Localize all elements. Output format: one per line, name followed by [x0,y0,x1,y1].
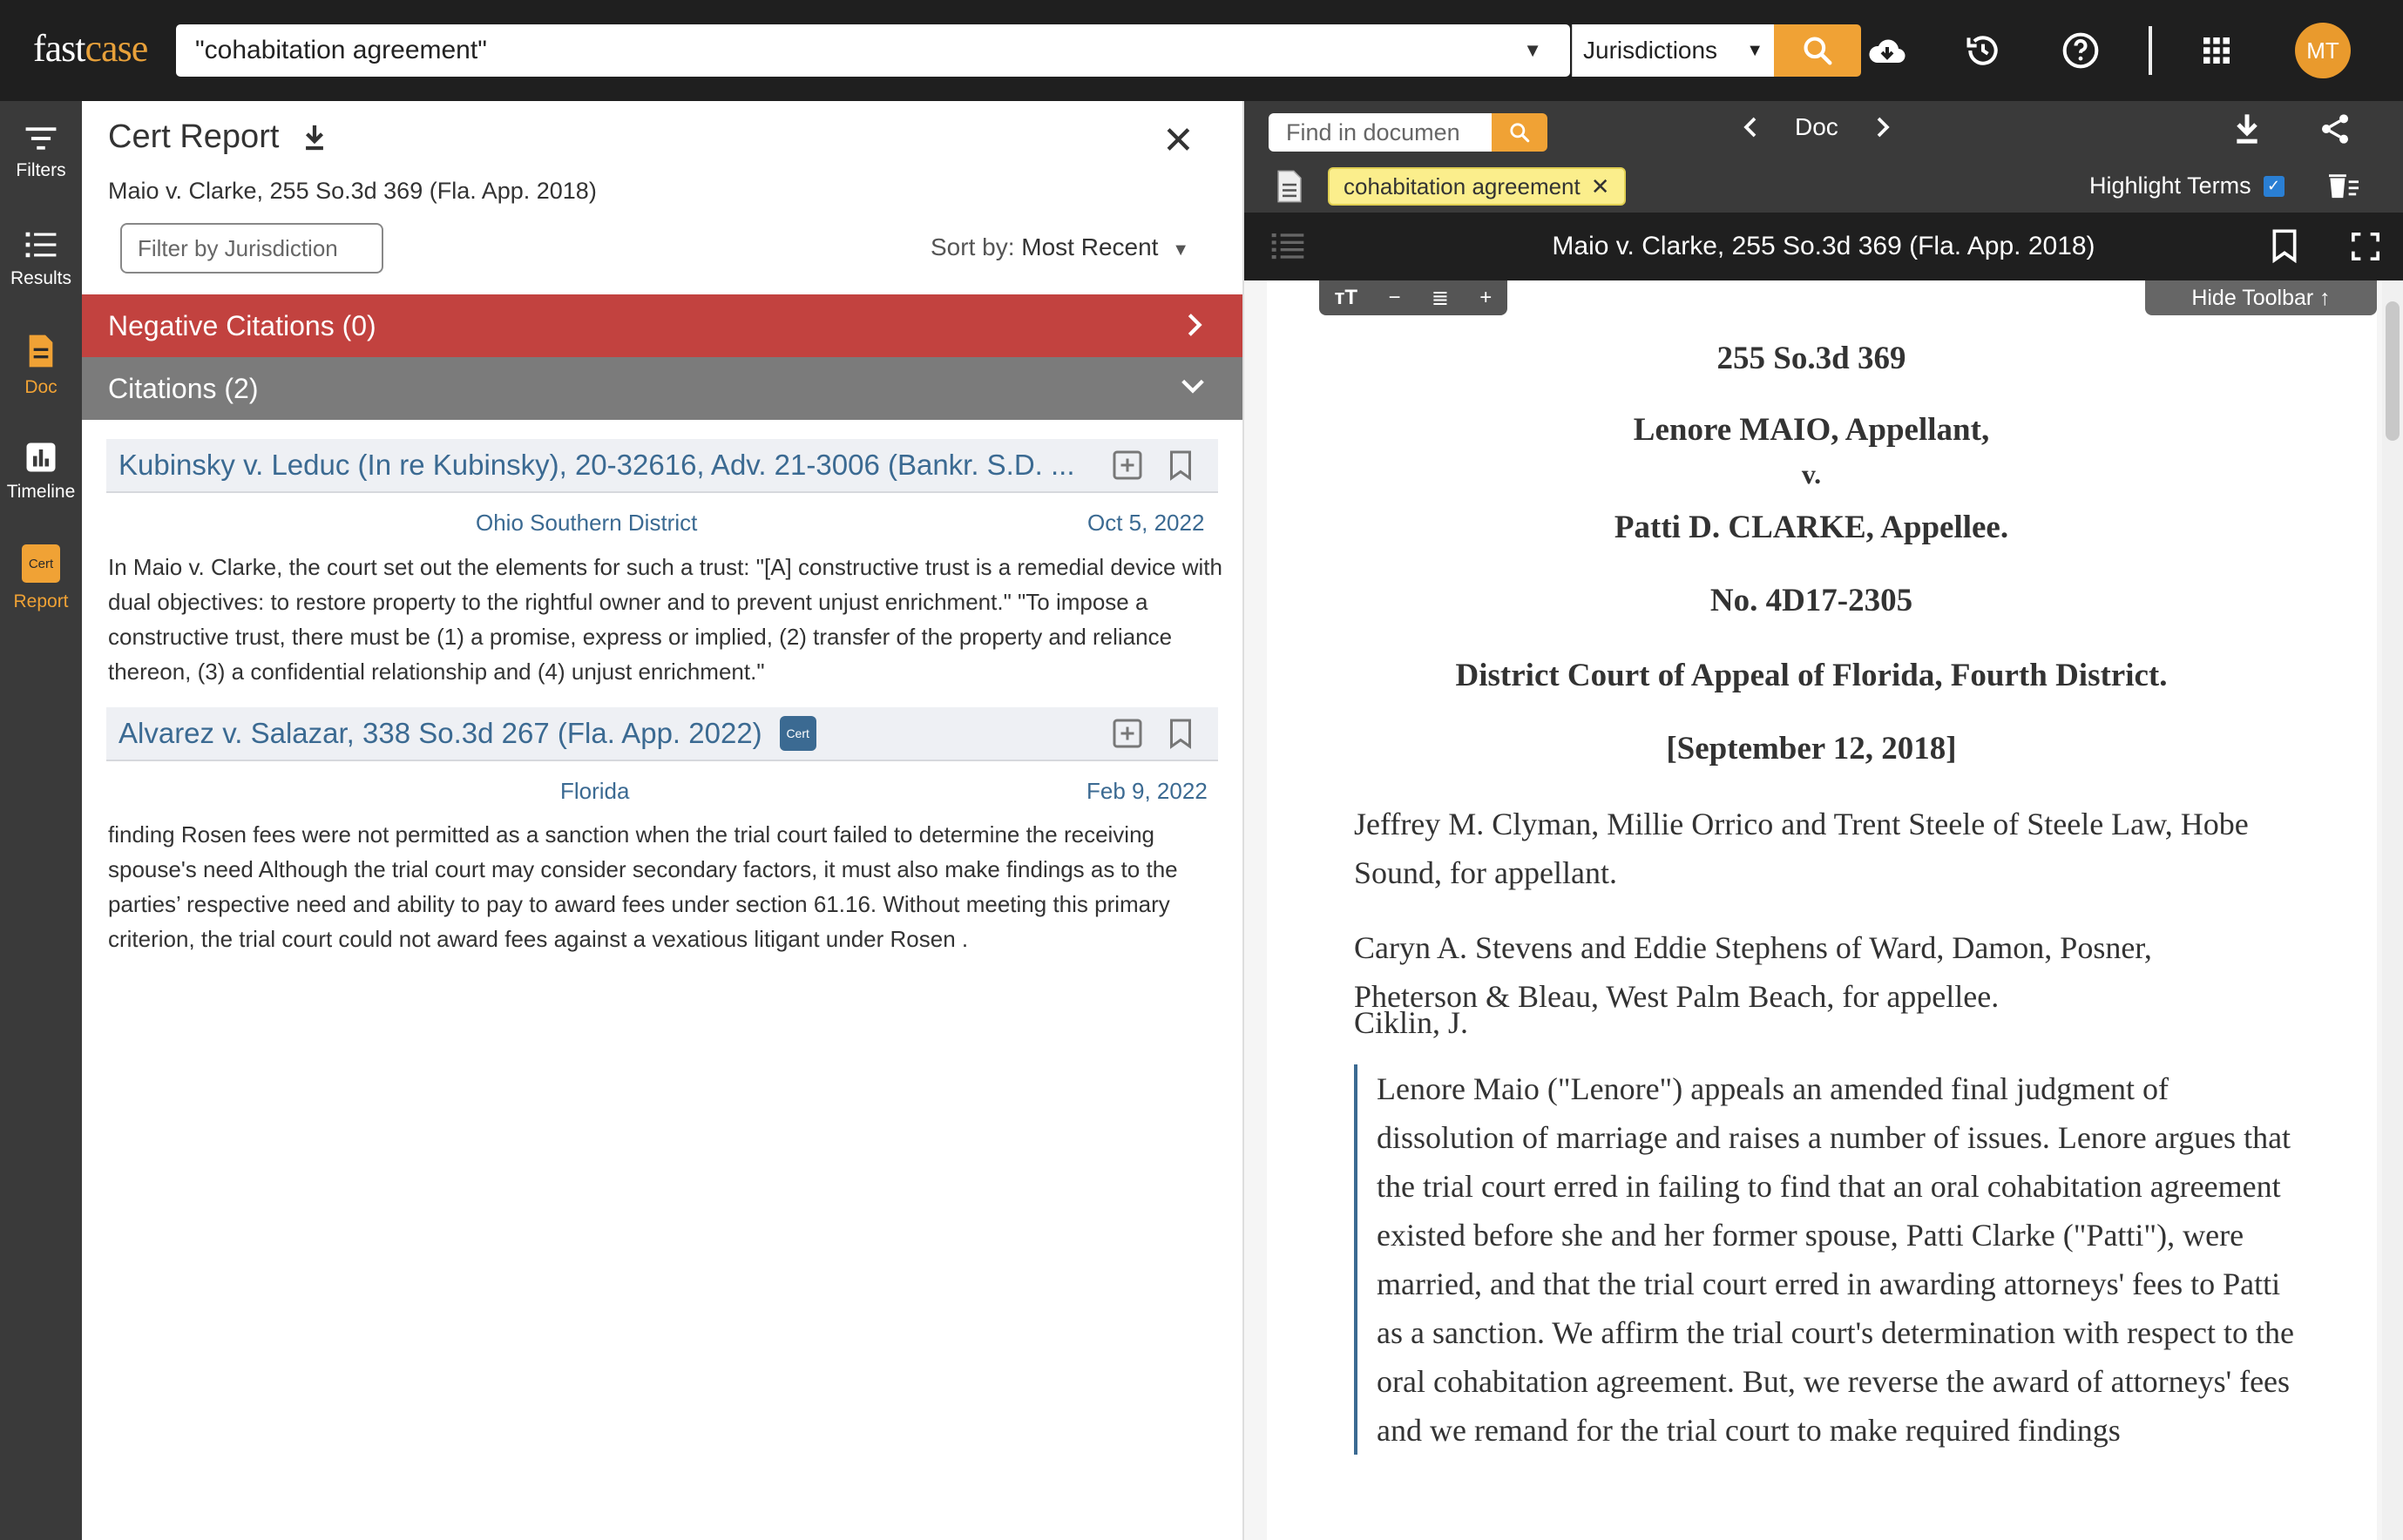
doc-counsel-appellant: Jeffrey M. Clyman, Millie Orrico and Trent Steele of Steele Law, Hobe Sound, for appellant. [1354,807,2249,890]
highlight-terms-toggle[interactable] [2089,172,2285,199]
chevron-down-icon: ▼ [1172,240,1190,260]
citation-snippet: In Maio v. Clarke, the court set out the elements for such a trust: "[A] constructive trust is a remedial device with dual objectives: to restore property to the rightful owner and to prevent unjust enrichment." "To impose a constructive trust, there must be (1) a promise, express or implied, (2) transfer of the property and reliance thereon, (3) a confidential relationship and (4) unjust enrichment." [108,554,1222,685]
toolbar-divider [2149,26,2152,75]
citations-label: Citations (2) [108,372,259,404]
cloud-download-icon [1866,33,1908,68]
side-nav [0,101,82,1540]
chevron-left-icon[interactable] [1741,114,1760,140]
download-icon [2232,111,2262,146]
add-to-folder-icon[interactable] [1112,449,1143,481]
citations-header[interactable] [82,357,1242,420]
document-toolbar [1244,101,2403,213]
find-button[interactable] [1492,113,1547,152]
highlight-term-label: cohabitation agreement [1344,172,1581,199]
highlight-terms-label: Highlight Terms [2089,172,2251,199]
jurisdictions-label: Jurisdictions [1583,37,1718,64]
close-icon[interactable]: ✕ [1162,119,1195,162]
download-document-button[interactable] [2232,111,2262,146]
citation-title-link[interactable]: Alvarez v. Salazar, 338 So.3d 267 (Fla. App. 2022) [118,717,762,749]
doc-counsel-appellee: Caryn A. Stevens and Eddie Stephens of Ward, Damon, Posner, Pheterson & Bleau, West Palm Beach, for appellee. [1354,930,2152,1014]
search-button[interactable] [1774,24,1861,77]
document-title: Maio v. Clarke, 255 So.3d 369 (Fla. App. 2018) [1552,232,2095,260]
doc-judge: Ciklin, J. [1354,1005,1469,1040]
bar-chart-icon [25,442,57,473]
help-button[interactable] [2058,28,2103,73]
increase-size-button[interactable]: + [1479,286,1493,309]
close-icon[interactable]: ✕ [1590,172,1610,199]
fullscreen-icon [2351,232,2380,261]
history-icon [1964,31,2002,70]
nav-doc[interactable]: Doc [0,314,82,418]
citation-date: Oct 5, 2022 [1087,510,1205,536]
text-size-icon[interactable]: ᴛT [1334,286,1358,309]
doc-nav-label: Doc [1795,113,1838,140]
search-icon [1508,121,1531,144]
table-of-contents-icon[interactable] [1270,232,1305,261]
scrollbar-thumb[interactable] [2386,301,2400,441]
citation-card[interactable] [106,439,1218,493]
negative-citations-header[interactable] [82,294,1242,357]
apps-button[interactable] [2194,28,2239,73]
sort-value: Most Recent [1021,233,1159,260]
decrease-size-button[interactable]: − [1388,286,1401,309]
line-spacing-icon[interactable]: ≣ [1431,286,1449,310]
bookmark-icon [2271,228,2298,263]
citation-card[interactable] [106,707,1218,761]
sort-label: Sort by: [931,233,1015,260]
bookmark-document-button[interactable] [2271,228,2298,263]
search-history-dropdown-icon[interactable]: ▼ [1523,39,1542,61]
document-title-bar [1244,213,2403,280]
share-icon [2318,111,2352,146]
fullscreen-button[interactable] [2351,232,2380,261]
bookmark-icon[interactable] [1168,718,1194,749]
panel-title: Cert Report [108,118,280,155]
doc-navigation [1741,113,1892,141]
cert-badge: Cert [780,716,816,751]
search-query-text: "cohabitation agreement" [195,36,487,64]
top-bar [0,0,2403,101]
cert-icon: Cert [22,544,60,583]
nav-timeline[interactable]: Timeline [0,420,82,524]
bookmark-icon[interactable] [1168,449,1194,481]
doc-date: [September 12, 2018] [1666,731,1957,767]
panel-subtitle: Maio v. Clarke, 255 So.3d 369 (Fla. App. 2018) [108,178,597,204]
citation-court: Ohio Southern District [476,510,698,536]
search-icon [1801,34,1834,67]
apps-grid-icon [2201,35,2232,66]
citation-snippet: finding Rosen fees were not permitted as a sanction when the trial court failed to determine the receiving spouse's need Although the trial court may consider secondary factors, it must also make findings as to the parties’ respective need and ability to pay to award fees under section 61.16. Without meeting this primary criterion, the trial court could not award fees against a vexatious litigant under Rosen . [108,821,1178,952]
filter-icon [24,125,58,152]
user-avatar[interactable]: MT [2295,23,2351,78]
doc-party-appellee: Patti D. CLARKE, Appellee. [1614,510,2009,545]
jurisdictions-dropdown[interactable] [1572,24,1774,77]
highlight-term-chip[interactable] [1328,167,1626,206]
doc-opening-paragraph: Lenore Maio ("Lenore") appeals an amended final judgment of dissolution of marriage and raises a number of issues. Lenore argues that the trial court erred in failing to find that an oral cohabitation agreement existed before she and her former spouse, Patti Clarke ("Patti"), were married, and that the trial court erred in awarding attorneys' fees to Patti as a sanction. We affirm the trial court's determination with respect to the oral cohabitation agreement. But, we reverse the award of attorneys' fees and we remand for the trial court to make required findings [1354,1064,2304,1455]
doc-docket-number: No. 4D17-2305 [1709,583,1913,618]
doc-court: District Court of Appeal of Florida, Fourth District. [1455,658,2168,693]
doc-versus: v. [1801,458,1822,490]
history-button[interactable] [1960,28,2006,73]
text-format-toolbar [1319,280,1507,315]
search-input[interactable] [176,24,1570,77]
clear-highlights-button[interactable] [2326,171,2361,200]
download-icon[interactable] [301,123,328,152]
doc-party-appellant: Lenore MAIO, Appellant, [1633,412,1990,448]
citation-date: Feb 9, 2022 [1086,778,1208,804]
chevron-down-icon: ▼ [1746,40,1763,60]
fastcase-logo[interactable]: fastcase [33,27,148,70]
cloud-download-button[interactable] [1865,28,1910,73]
chevron-right-icon[interactable] [1873,114,1892,140]
filter-by-jurisdiction-input[interactable]: Filter by Jurisdiction [120,223,383,274]
sort-dropdown[interactable] [931,233,1189,261]
citation-title-link[interactable]: Kubinsky v. Leduc (In re Kubinsky), 20-32616, Adv. 21-3006 (Bankr. S.D. ... [118,449,1075,481]
share-button[interactable] [2318,111,2352,146]
cert-report-header [108,118,328,156]
chevron-right-icon [1181,310,1208,340]
add-to-folder-icon[interactable] [1112,718,1143,749]
document-scrollbar[interactable] [2382,280,2403,1540]
document-outline-icon[interactable] [1276,169,1303,204]
list-icon [24,230,58,260]
document-page [1267,280,2377,1540]
document-viewer [1244,101,2403,1540]
help-icon [2061,31,2100,70]
trash-list-icon [2326,171,2361,200]
doc-citation: 255 So.3d 369 [1716,341,1906,376]
nav-results[interactable]: Results [0,207,82,312]
find-in-document-input[interactable]: Find in documen [1269,113,1492,152]
negative-citations-label: Negative Citations (0) [108,309,376,341]
nav-cert-report[interactable]: Cert Report [0,526,82,631]
hide-toolbar-button[interactable]: Hide Toolbar ↑ [2145,280,2377,315]
citation-court: Florida [560,778,630,804]
nav-filters[interactable]: Filters [0,101,82,206]
document-icon [26,334,56,368]
checkbox-checked-icon[interactable]: ✓ [2264,176,2285,197]
chevron-down-icon [1178,373,1208,399]
cert-report-panel [82,101,1244,1540]
